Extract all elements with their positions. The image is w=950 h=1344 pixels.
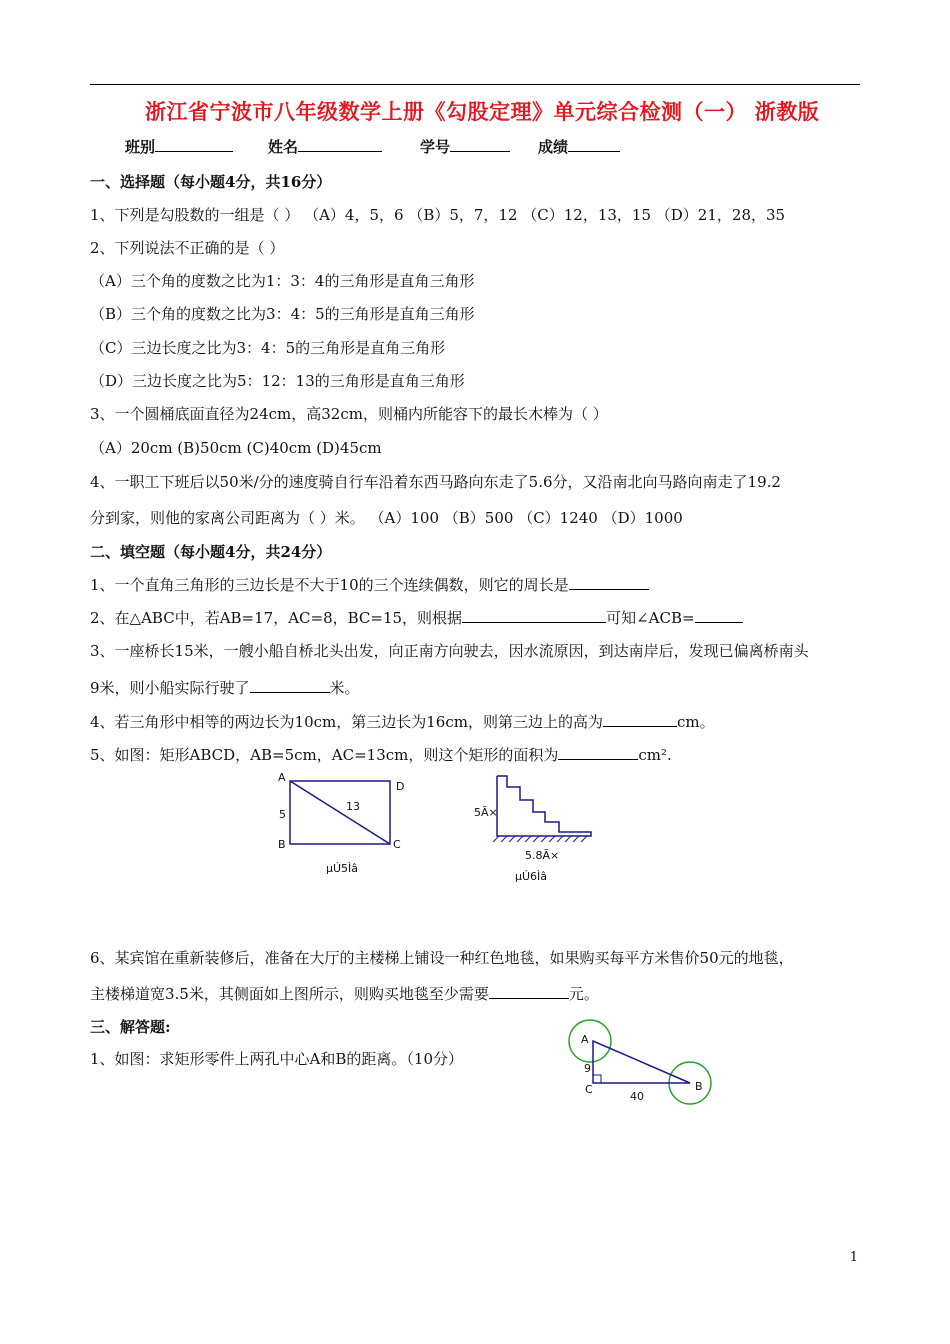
rectangle-diagonal [290,781,390,844]
s2-question-6-line2 [90,983,599,1004]
s2-question-6-line1: 6、某宾馆在重新装修后，准备在大厅的主楼梯上铺设一种红色地毯，如果购买每平方米售价50元的地毯， [90,949,794,967]
s2-q4-text-b: cm。 [676,713,715,731]
fig6-height-label: 5Ã× [474,806,498,819]
class-field [125,136,233,157]
fig5-label-d: D [396,780,405,793]
number-label: 学号 [420,138,451,156]
s2-q4-blank[interactable] [603,712,677,727]
hole-a-circle [569,1020,611,1062]
fig7-label-b: B [695,1080,703,1093]
s1-question-2: 2、下列说法不正确的是（ ） [90,239,285,257]
s2-q6-text-b: 元。 [568,985,599,1003]
s2-q2-text-b: 可知∠ACB= [606,609,695,627]
class-label: 班别 [125,138,156,156]
score-blank[interactable] [568,137,620,152]
s2-q1-blank[interactable] [569,575,649,590]
fig7-label-c: C [585,1083,593,1096]
ground-hatching [493,836,587,842]
fig6-width-label: 5.8Ã× [525,849,560,862]
number-field [420,136,510,157]
s2-q2-text-a: 2、在△ABC中，若AB=17，AC=8，BC=15，则根据 [90,609,463,627]
s2-question-5 [90,744,672,765]
score-field [538,136,620,157]
class-blank[interactable] [155,137,233,152]
s1-q2-option-a: （A）三个角的度数之比为1：3：4的三角形是直角三角形 [90,272,475,290]
fig5-caption: µÚ5Ìâ [326,862,359,875]
page-number: 1 [849,1250,858,1265]
s2-q5-text-b: cm². [638,746,672,764]
s2-q2-blank-theorem[interactable] [462,608,606,623]
s2-q3-text-b: 米。 [329,679,360,697]
s2-question-1 [90,574,649,595]
fig7-vertical-length: 9 [584,1062,591,1075]
s1-question-4-line2: 分到家，则他的家离公司距离为（ ）米。 （A）100 （B）500 （C）1240 （D）1000 [90,509,683,527]
page-title: 浙江省宁波市八年级数学上册《勾股定理》单元综合检测（一） 浙教版 [145,99,820,124]
s1-q2-option-d: （D）三边长度之比为5：12：13的三角形是直角三角形 [90,372,465,390]
fig7-label-a: A [581,1033,589,1046]
staircase-outline [497,776,591,836]
name-blank[interactable] [298,137,382,152]
s2-q6-text-a: 主楼梯道宽3.5米，其侧面如上图所示，则购买地毯至少需要 [90,985,489,1003]
fig5-label-b: B [278,838,286,851]
s2-q3-blank[interactable] [250,678,330,693]
number-blank[interactable] [450,137,510,152]
s1-q2-option-b: （B）三个角的度数之比为3：4：5的三角形是直角三角形 [90,305,475,323]
section3-heading: 三、解答题: [90,1018,171,1036]
s2-q6-blank[interactable] [489,984,569,999]
s2-q5-text-a: 5、如图：矩形ABCD，AB=5cm，AC=13cm，则这个矩形的面积为 [90,746,559,764]
score-label: 成绩 [538,138,569,156]
s2-question-4 [90,711,715,732]
fig5-side-length: 5 [279,808,286,821]
s2-q5-blank[interactable] [558,745,638,760]
right-triangle [593,1041,690,1083]
s2-q1-text: 1、一个直角三角形的三边长是不大于10的三个连续偶数，则它的周长是 [90,576,569,594]
s1-question-1: 1、下列是勾股数的一组是（ ） （A）4，5，6 （B）5，7，12 （C）12，13，15 （D）21，28，35 [90,206,786,224]
s1-question-3: 3、一个圆桶底面直径为24cm，高32cm，则桶内所能容下的最长木棒为（ ） [90,405,608,423]
fig5-diagonal-length: 13 [346,800,360,813]
right-angle-mark [593,1075,601,1083]
fig5-label-c: C [393,838,401,851]
fig6-caption: µÚ6Ìâ [515,870,548,883]
s2-q3-text-a: 9米，则小船实际行驶了 [90,679,250,697]
name-label: 姓名 [268,138,299,156]
s1-question-4-line1: 4、一职工下班后以50米/分的速度骑自行车沿着东西马路向东走了5.6分，又沿南北向马路向南走了19.2 [90,473,781,491]
s1-q2-option-c: （C）三边长度之比为3：4：5的三角形是直角三角形 [90,339,446,357]
s2-question-3-line2 [90,677,360,698]
section2-heading: 二、填空题（每小题4分，共24分） [90,543,332,561]
fig7-horizontal-length: 40 [630,1090,644,1103]
figure-6-staircase [485,770,600,855]
s3-question-1: 1、如图：求矩形零件上两孔中心A和B的距离。（10分） [90,1050,463,1068]
s2-q2-blank-angle[interactable] [695,608,743,623]
s2-q4-text-a: 4、若三角形中相等的两边长为10cm，第三边长为16cm，则第三边上的高为 [90,713,603,731]
s2-question-2 [90,607,743,628]
name-field [268,136,382,157]
s2-question-3-line1: 3、一座桥长15米，一艘小船自桥北头出发，向正南方向驶去，因水流原因，到达南岸后，发现已偏离桥南头 [90,642,809,660]
section1-heading: 一、选择题（每小题4分，共16分） [90,173,332,191]
s1-q3-options: （A）20cm (B)50cm (C)40cm (D)45cm [90,439,382,457]
fig5-label-a: A [278,771,286,784]
header-rule [90,84,860,85]
